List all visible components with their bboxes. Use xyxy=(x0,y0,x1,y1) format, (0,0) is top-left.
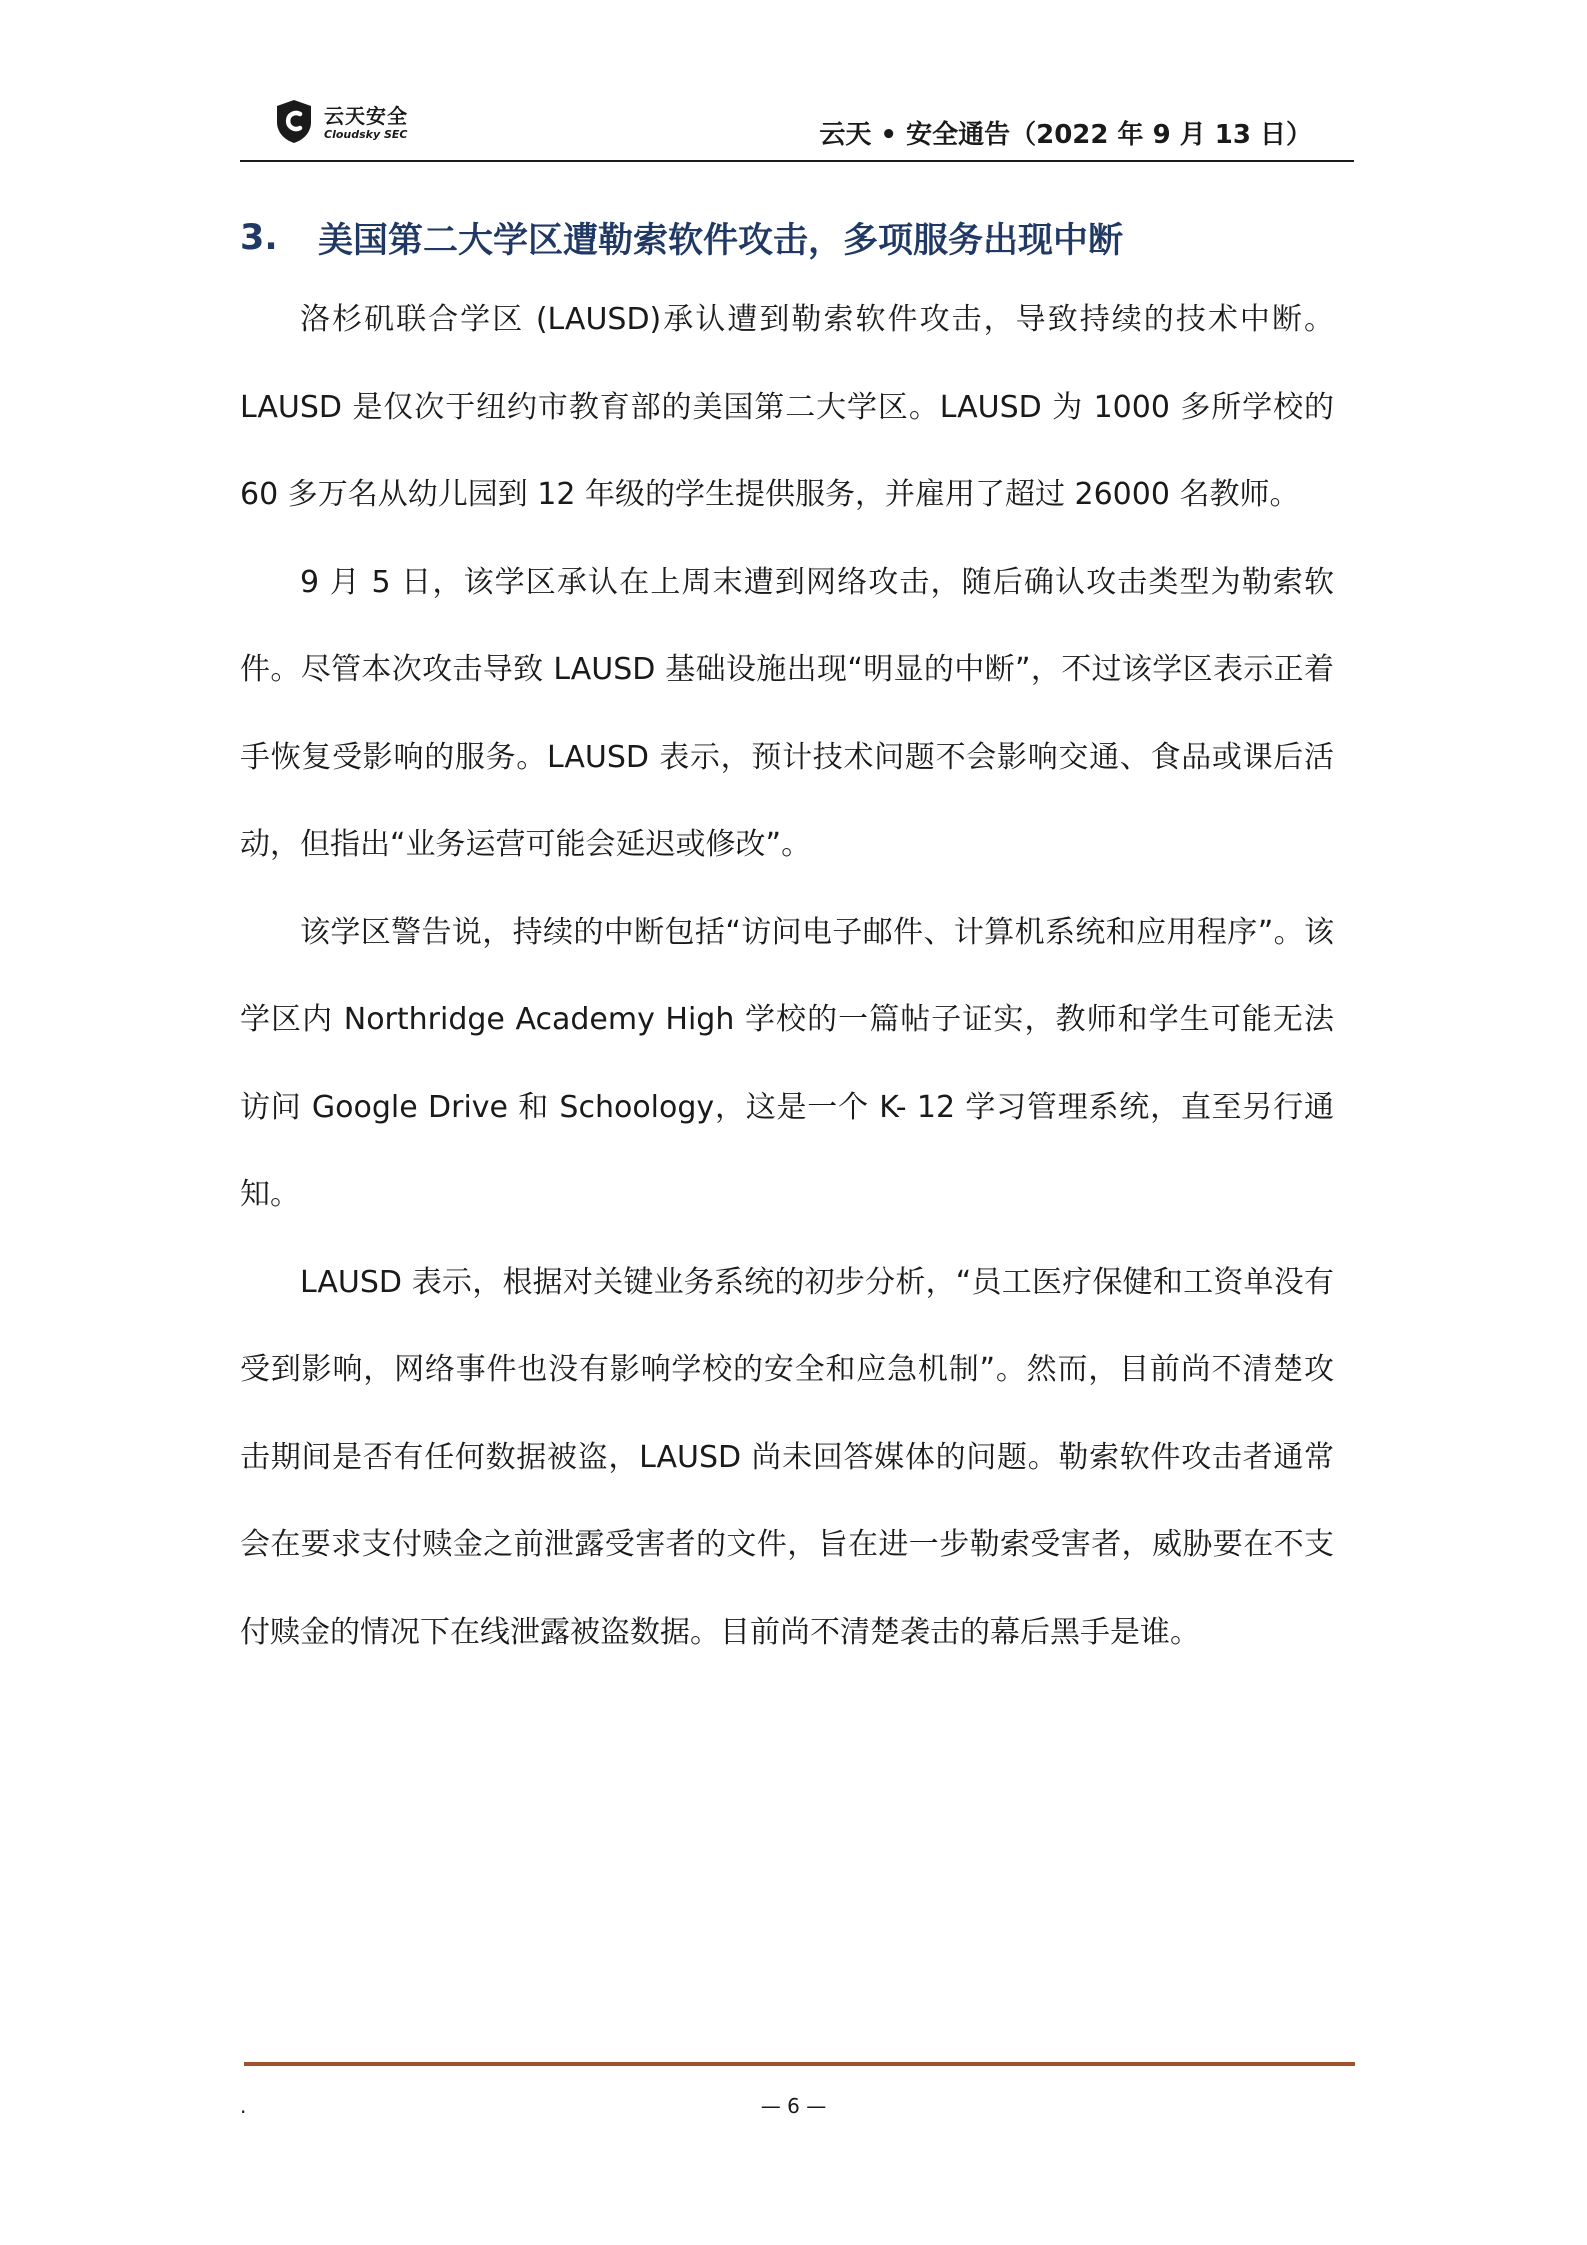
page-header xyxy=(240,92,1354,162)
paragraph-2: 9 月 5 日，该学区承认在上周末遭到网络攻击，随后确认攻击类型为勒索软件。尽管本次攻击导致 LAUSD 基础设施出现“明显的中断”，不过该学区表示正着手恢复受影响的服务。LAUSD 表示，预计技术问题不会影响交通、食品或课后活动，但指出“业务运营可能会延迟或修改”。 xyxy=(240,564,1334,862)
bulletin-title: 云天 • 安全通告（2022 年 9 月 13 日） xyxy=(819,120,1312,150)
footer-divider xyxy=(244,2062,1355,2066)
logo-english-text: Cloudsky SEC xyxy=(324,128,408,141)
section-heading xyxy=(240,200,1334,276)
section-title-text: 美国第二大学区遭勒索软件攻击，多项服务出现中断 xyxy=(318,221,1124,261)
shield-logo-icon xyxy=(274,98,314,144)
paragraph-4: LAUSD 表示，根据对关键业务系统的初步分析，“员工医疗保健和工资单没有受到影响，网络事件也没有影响学校的安全和应急机制”。然而，目前尚不清楚攻击期间是否有任何数据被盗，LAUSD 尚未回答媒体的问题。勒索软件攻击者通常会在要求支付赎金之前泄露受害者的文件，旨在进一步勒索受害者，威胁要在不支付赎金的情况下在线泄露被盗数据。目前尚不清楚袭击的幕后黑手是谁。 xyxy=(240,1264,1334,1650)
paragraph-3: 该学区警告说，持续的中断包括“访问电子邮件、计算机系统和应用程序”。该学区内 Northridge Academy High 学校的一篇帖子证实，教师和学生可能无法访问 Google Drive 和 Schoology，这是一个 K- 12 学习管理系统，直至另行通知。 xyxy=(240,914,1334,1212)
article-body xyxy=(240,200,1334,1676)
page-number: — 6 — xyxy=(760,2094,827,2118)
section-number: 3. xyxy=(240,218,278,258)
paragraph-1: 洛杉矶联合学区 (LAUSD)承认遭到勒索软件攻击，导致持续的技术中断。LAUSD 是仅次于纽约市教育部的美国第二大学区。LAUSD 为 1000 多所学校的 60 多万名从幼儿园到 12 年级的学生提供服务，并雇用了超过 26000 名教师。 xyxy=(240,302,1334,512)
footer-dot: . xyxy=(240,2094,247,2118)
logo-chinese-text: 云天安全 xyxy=(324,104,408,128)
company-logo xyxy=(274,98,484,148)
